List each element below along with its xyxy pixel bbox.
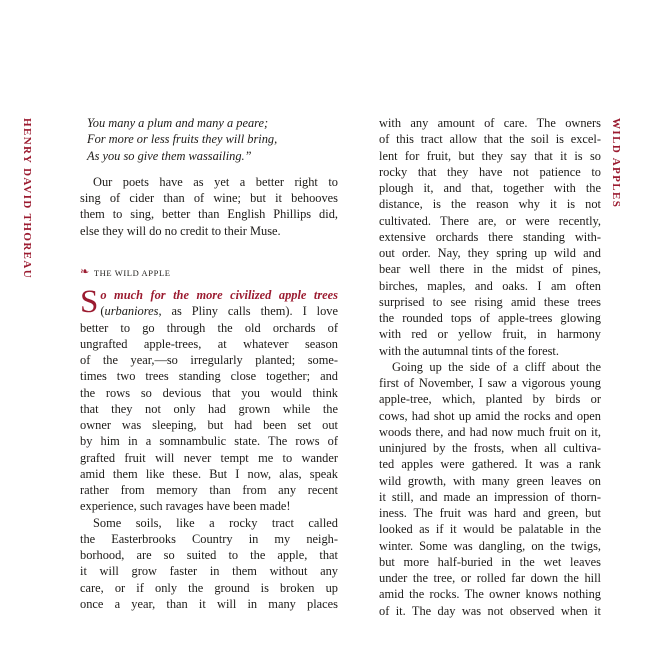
lead-in-text: o much for the more civilized apple trees <box>100 288 338 302</box>
verse-line: You many a plum and many a peare; <box>87 116 269 130</box>
text-line: that they not only had grown while the <box>80 401 338 416</box>
latin-term: urbaniores <box>104 304 159 319</box>
text-line: with red or yellow fruit, in harmony <box>379 327 601 342</box>
verse-line: For more or less fruits they will bring, <box>87 132 278 147</box>
text-line: them to sing, better than English Phillips did, <box>80 207 338 222</box>
text-line: rocky that they have not patience to <box>379 164 601 179</box>
text-line: better to go through the old orchards of <box>80 320 338 335</box>
text-line: lent for fruit, but they say that it is so <box>379 148 601 163</box>
text-line: cultivated. There are, or were recently, <box>379 213 601 228</box>
text-line: birches, maples, and oaks. I am often <box>379 278 601 293</box>
text-line: surprised to see rising amid these trees <box>379 294 601 309</box>
text-line: times two trees standing close together; and <box>80 369 338 384</box>
text-line: the Easterbrooks Country in my neigh- <box>80 531 338 546</box>
text-line: amid the rocks. The owner knows nothing <box>379 587 601 602</box>
text-line: with the autumnal tints of the forest. <box>379 343 559 358</box>
text-line: but more half-buried in the wet leaves <box>379 554 601 569</box>
text-line: else they will do no credit to their Muse. <box>80 223 281 238</box>
fleuron-icon: ❧ <box>80 266 90 279</box>
running-head-title: WILD APPLES <box>610 118 622 209</box>
text-line: care, or if only the ground is broken up <box>80 580 338 595</box>
paragraph-cliff <box>379 359 601 619</box>
text-line: the rows so devious that you would think <box>80 385 338 400</box>
text-line: under the tree, or rolled far down the hill <box>379 571 601 585</box>
section-title: THE WILD APPLE <box>93 267 171 278</box>
text-line: borhood, are so suited to the apple, that <box>80 548 338 562</box>
text-line: of this tract allow that the soil is excel- <box>379 132 601 147</box>
paragraph-owners <box>379 115 601 359</box>
text-line: owner was sleeping, but had been set out <box>80 418 338 432</box>
right-page <box>379 115 601 619</box>
text-line: Some soils, like a rocky tract called <box>93 515 338 530</box>
text-line: rather from memory than from any recent <box>80 483 338 497</box>
text-line: once a year, than it will in many places <box>80 596 338 611</box>
text-line: winter. Some was dangling, on the twigs, <box>379 538 601 553</box>
text-line: ungrafted apple-trees, at whatever season <box>80 336 338 351</box>
text-line: of it. The day was not observed when it <box>379 603 601 618</box>
text-line: amid them like these. But I now, alas, speak <box>80 466 338 481</box>
text-line: it will grow faster in them without any <box>80 564 338 579</box>
text-line: uninjured by the frosts, when all cultiva- <box>379 441 601 455</box>
paragraph-soils <box>80 515 338 613</box>
text-line: extensive orchards there standing with- <box>379 229 601 244</box>
text-line: iness. The fruit was hard and green, but <box>379 506 601 520</box>
text-fragment: , as Pliny calls them). I love <box>158 304 338 319</box>
left-page <box>80 115 338 612</box>
text-line <box>80 303 338 319</box>
text-line: by him in a somnambulic state. The rows of <box>80 434 338 449</box>
paragraph-poets <box>80 174 338 239</box>
text-line: distance, is the reason why it is not <box>379 197 601 212</box>
text-line: ted apples were gathered. It was a rank <box>379 457 601 472</box>
text-line: woods there, and had now much fruit on it, <box>379 424 601 439</box>
text-line: grafted fruit will never tempt me to wander <box>80 450 338 465</box>
text-line: out order. Nay, they spring up wild and <box>379 246 601 260</box>
text-line: cows, had shot up amid the rocks and open <box>379 408 601 423</box>
text-line: first of November, I saw a vigorous young <box>379 376 601 390</box>
drop-cap: S <box>80 284 99 320</box>
running-head-author: HENRY DAVID THOREAU <box>21 118 33 280</box>
section-heading <box>80 265 338 281</box>
text-line: looked as if it would be palatable in the <box>379 522 601 537</box>
text-line: of the year,—so irregularly planted; some- <box>80 353 338 367</box>
paragraph-wild-apple <box>80 284 338 515</box>
text-line: plough it, and that, together with the <box>379 181 601 195</box>
text-line: Our poets have as yet a better right to <box>93 174 338 189</box>
text-line: wild growth, with many green leaves on <box>379 473 601 488</box>
text-line: the rounded tops of apple-trees glowing <box>379 311 601 325</box>
text-line: experience, such ravages have been made! <box>80 499 291 514</box>
text-line: sing of cider than of wine; but it behooves <box>80 191 338 205</box>
text-line: Going up the side of a cliff about the <box>392 359 601 374</box>
text-line: it still, and made an impression of thorn- <box>379 489 601 504</box>
verse-block <box>80 115 338 164</box>
verse-line: As you so give them wassailing.” <box>87 148 252 163</box>
text-line: apple-tree, which, planted by birds or <box>379 392 601 407</box>
paren: ( <box>100 304 105 319</box>
text-line: with any amount of care. The owners <box>379 116 601 130</box>
text-line: bear well there in the midst of pines, <box>379 262 601 277</box>
